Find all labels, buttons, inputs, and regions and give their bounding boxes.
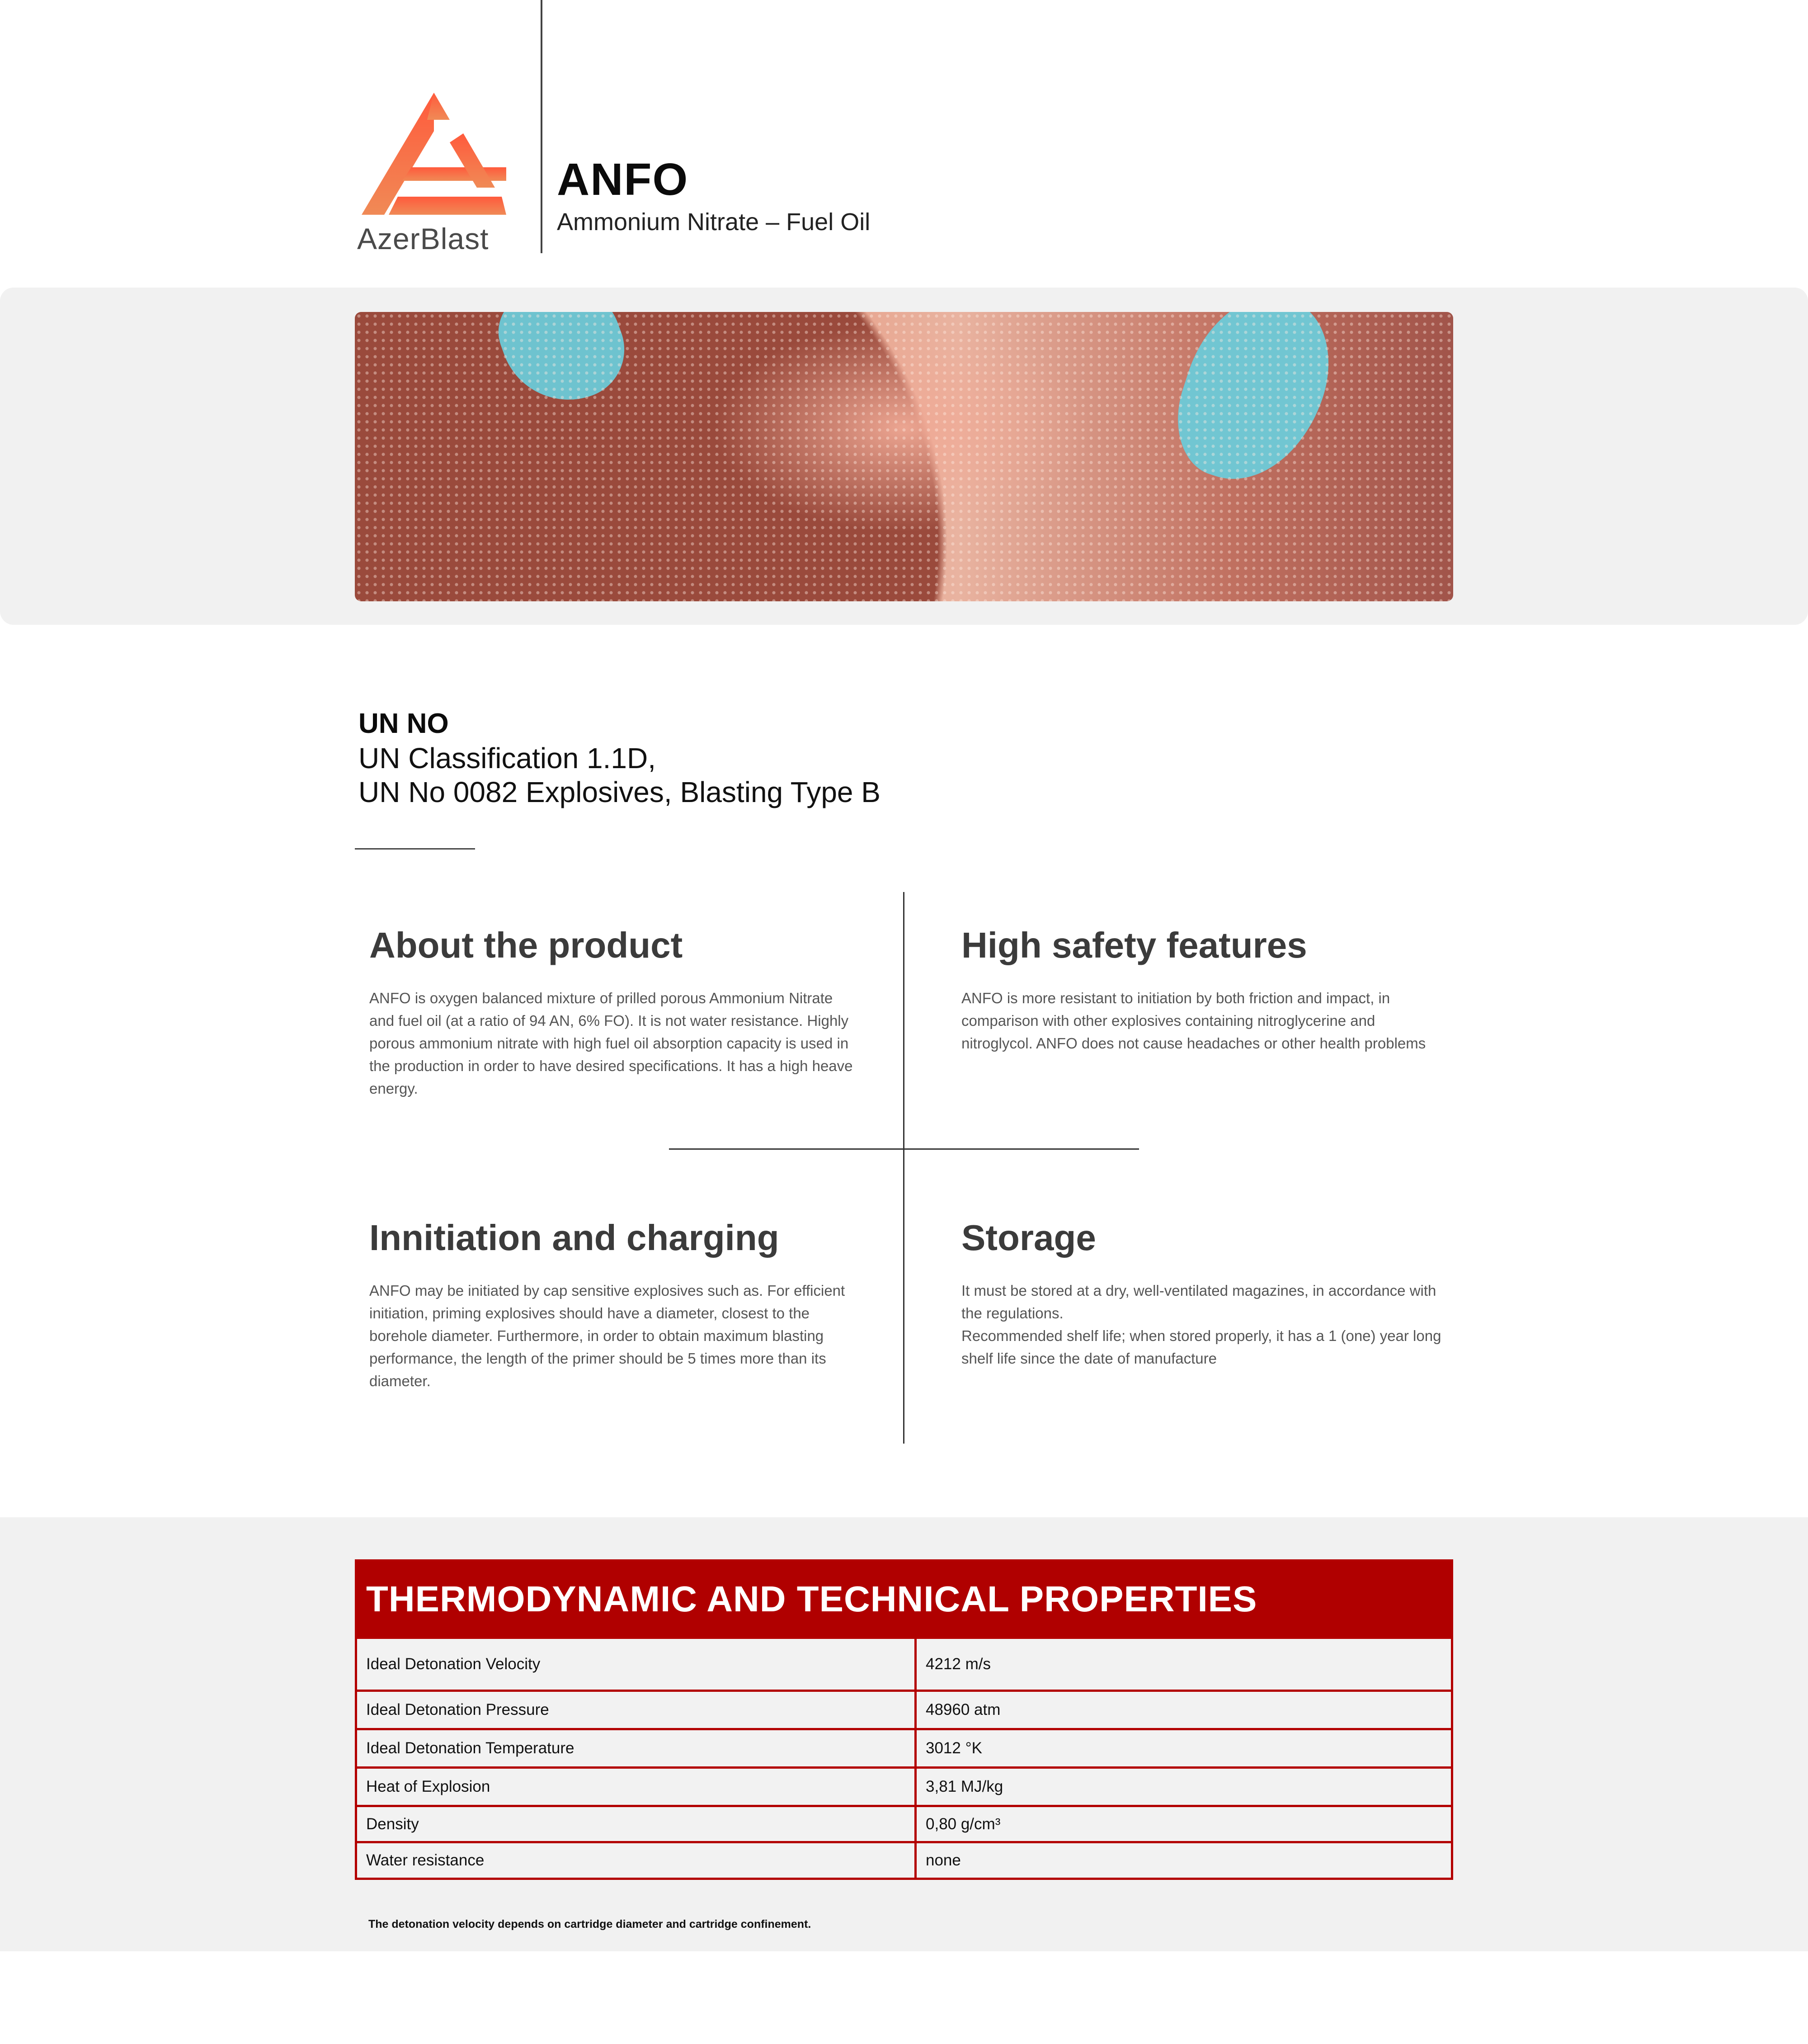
un-title: UN NO xyxy=(358,708,449,739)
grid-horizontal-divider xyxy=(669,1148,1139,1150)
storage-paragraph-2: Recommended shelf life; when stored properly, it has a 1 (one) year long shelf life since the date of manufacture xyxy=(961,1327,1441,1367)
header-divider xyxy=(541,0,542,253)
storage-text xyxy=(961,1279,1450,1370)
initiation-charging-paragraph: ANFO may be initiated by cap sensitive explosives such as. For efficient initiation, priming explosives should have a diameter, closest to the borehole diameter. Furthermore, in order to obtain maximum blasting performance, the length of the primer should be 5 times more than its diameter. xyxy=(369,1282,845,1389)
about-product-paragraph: ANFO is oxygen balanced mixture of prilled porous Ammonium Nitrate and fuel oil (at a ratio of 94 AN, 6% FO). It is not water resistance. Highly porous ammonium nitrate with high fuel oil absorption capacity is used in the production in order to have desired specifications. It has a high heave energy. xyxy=(369,990,853,1097)
un-number: UN No 0082 Explosives, Blasting Type B xyxy=(358,776,880,808)
property-label: Water resistance xyxy=(357,1843,917,1878)
about-product-text xyxy=(369,987,857,1100)
property-value: 4212 m/s xyxy=(926,1655,991,1673)
initiation-charging-text xyxy=(369,1279,857,1393)
granule-texture xyxy=(355,312,1453,601)
initiation-charging-title: Innitiation and charging xyxy=(369,1218,779,1258)
property-value: 0,80 g/cm³ xyxy=(926,1815,1001,1833)
property-value: 48960 atm xyxy=(926,1701,1001,1718)
anfo-granules-image xyxy=(355,312,1453,601)
section-rule xyxy=(355,848,475,850)
property-label: Density xyxy=(357,1807,917,1841)
properties-title: THERMODYNAMIC AND TECHNICAL PROPERTIES xyxy=(357,1562,1451,1637)
property-value: none xyxy=(926,1851,961,1869)
safety-features-title: High safety features xyxy=(961,925,1307,965)
safety-features-text xyxy=(961,987,1450,1055)
table-row xyxy=(357,1637,1451,1690)
grid-vertical-divider xyxy=(903,892,904,1444)
table-row xyxy=(357,1690,1451,1728)
logo-wordmark: AzerBlast xyxy=(357,222,489,255)
table-row xyxy=(357,1805,1451,1841)
table-row xyxy=(357,1728,1451,1766)
table-row xyxy=(357,1766,1451,1805)
detonation-note: The detonation velocity depends on cartridge diameter and cartridge confinement. xyxy=(368,1918,811,1931)
storage-title: Storage xyxy=(961,1218,1096,1258)
product-subtitle: Ammonium Nitrate – Fuel Oil xyxy=(557,208,871,236)
storage-paragraph-1: It must be stored at a dry, well-ventilated magazines, in accordance with the regulations. xyxy=(961,1282,1436,1322)
property-value: 3012 °K xyxy=(926,1739,982,1757)
table-row xyxy=(357,1841,1451,1878)
property-label: Ideal Detonation Velocity xyxy=(357,1639,917,1690)
properties-table xyxy=(355,1559,1453,1880)
property-label: Ideal Detonation Temperature xyxy=(357,1730,917,1766)
about-product-title: About the product xyxy=(369,925,683,965)
property-label: Heat of Explosion xyxy=(357,1769,917,1805)
un-classification: UN Classification 1.1D, xyxy=(358,742,656,774)
safety-features-paragraph: ANFO is more resistant to initiation by both friction and impact, in comparison with other explosives containing nitroglycerine and nitroglycol. ANFO does not cause headaches or other health problems xyxy=(961,990,1426,1052)
property-value: 3,81 MJ/kg xyxy=(926,1778,1003,1795)
product-name: ANFO xyxy=(557,154,689,205)
property-label: Ideal Detonation Pressure xyxy=(357,1692,917,1728)
